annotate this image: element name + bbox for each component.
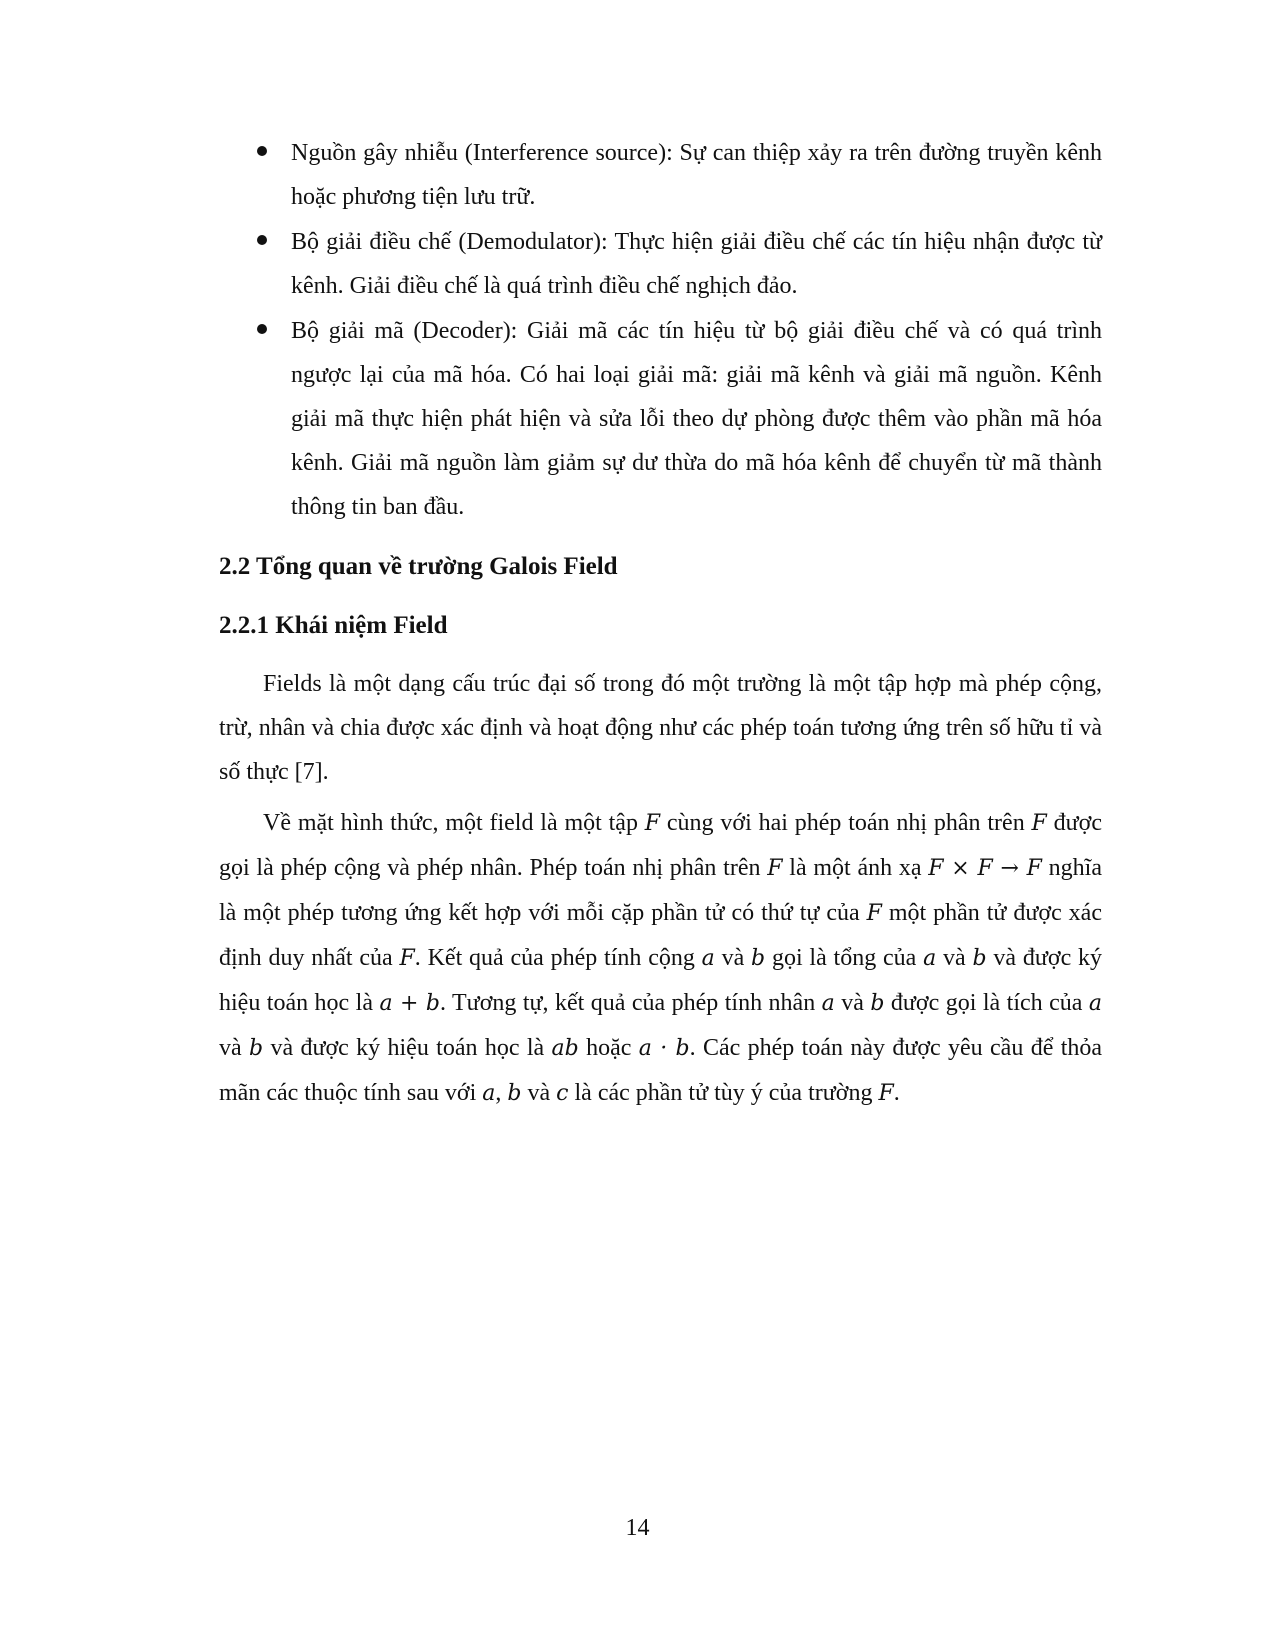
page-number: 14 bbox=[625, 1515, 650, 1541]
bullet-text: Bộ giải mã (Decoder): Giải mã các tín hiệu từ bộ giải điều chế và có quá trình ngược lại của mã hóa. Có hai loại giải mã: giải mã kênh và giải mã nguồn. Kênh giải mã thực hiện phát hiện và sửa lỗi theo dự phòng được thêm vào phần mã hóa kênh. Giải mã nguồn làm giảm sự dư thừa do mã hóa kênh để chuyển từ mã thành thông tin ban đầu. bbox=[291, 318, 1102, 520]
math-symbol: b bbox=[972, 946, 987, 971]
text-run: nghĩa là một phép tương ứng kết hợp với mỗi cặp phần tử có thứ tự của bbox=[219, 855, 1102, 926]
text-run: . Kết quả của phép tính cộng bbox=[414, 945, 702, 971]
text-run: . Tương tự, kết quả của phép tính nhân bbox=[440, 990, 822, 1016]
bullet-dot-icon bbox=[257, 324, 267, 334]
math-expression: a · b bbox=[638, 1036, 690, 1061]
math-symbol: c bbox=[556, 1081, 569, 1106]
subsection-heading: 2.2.1 Khái niệm Field bbox=[219, 612, 448, 639]
text-run: và được ký hiệu toán học là bbox=[263, 1035, 552, 1061]
math-symbol: F bbox=[1031, 811, 1047, 836]
bullet-list bbox=[219, 131, 1102, 529]
bullet-text: Bộ giải điều chế (Demodulator): Thực hiện giải điều chế các tín hiệu nhận được từ kênh. Giải điều chế là quá trình điều chế nghịch đảo. bbox=[291, 229, 1102, 299]
math-symbol: F bbox=[767, 856, 783, 881]
bullet-dot-icon bbox=[257, 146, 267, 156]
math-symbol: F bbox=[644, 811, 661, 836]
text-run: là một ánh xạ bbox=[782, 855, 929, 881]
text-run: gọi là tổng của bbox=[765, 945, 924, 971]
bullet-text: Nguồn gây nhiễu (Interference source): Sự can thiệp xảy ra trên đường truyền kênh hoặc phương tiện lưu trữ. bbox=[291, 140, 1102, 210]
math-symbol: a bbox=[923, 946, 937, 971]
text-run: và bbox=[936, 945, 973, 971]
text-run: là các phần tử tùy ý của trường bbox=[568, 1080, 879, 1106]
bullet-dot-icon bbox=[257, 235, 267, 245]
text-run: và bbox=[219, 1035, 250, 1061]
math-expression: a + b bbox=[379, 991, 440, 1016]
text-run: được gọi là tích của bbox=[884, 990, 1089, 1016]
math-symbol: a bbox=[1088, 991, 1102, 1016]
math-symbol: a bbox=[482, 1081, 496, 1106]
text-run: và bbox=[521, 1080, 557, 1106]
text-run: được gọi là phép cộng và phép nhân. Phép toán nhị phân trên bbox=[219, 810, 1103, 881]
text-run: cùng với hai phép toán nhị phân trên bbox=[660, 810, 1032, 836]
math-expression: ab bbox=[551, 1036, 579, 1061]
bullet-item-decoder bbox=[219, 309, 1102, 529]
text-run: và bbox=[714, 945, 752, 971]
text-run: và được ký hiệu toán học là bbox=[219, 945, 1103, 1016]
bullet-item-demodulator bbox=[219, 220, 1102, 308]
paragraph-fields-definition: Fields là một dạng cấu trúc đại số trong đó một trường là một tập hợp mà phép cộng, trừ, nhân và chia được xác định và hoạt động như các phép toán tương ứng trên số hữu tỉ và số thực [7]. bbox=[219, 671, 1102, 785]
math-symbol: F bbox=[866, 901, 882, 926]
text-run: và bbox=[834, 990, 871, 1016]
text-run: , bbox=[495, 1080, 508, 1106]
math-symbol: a bbox=[821, 991, 835, 1016]
math-symbol: F bbox=[399, 946, 415, 971]
section-heading: 2.2 Tổng quan về trường Galois Field bbox=[219, 553, 618, 580]
paragraph-formal-definition bbox=[219, 801, 1102, 1116]
text-run: Về mặt hình thức, một field là một tập bbox=[263, 810, 645, 836]
math-symbol: b bbox=[751, 946, 766, 971]
math-symbol: b bbox=[870, 991, 885, 1016]
math-symbol: F bbox=[878, 1081, 894, 1106]
text-run: một phần tử được xác định duy nhất của bbox=[219, 900, 1102, 971]
math-symbol: b bbox=[507, 1081, 522, 1106]
bullet-item-interference-source bbox=[219, 131, 1102, 219]
text-run: . bbox=[893, 1080, 900, 1106]
text-run: . Các phép toán này được yêu cầu để thỏa mãn các thuộc tính sau với bbox=[219, 1035, 1103, 1106]
math-symbol: a bbox=[701, 946, 715, 971]
math-expression: F × F → F bbox=[928, 856, 1042, 881]
math-symbol: b bbox=[249, 1036, 264, 1061]
text-run: hoặc bbox=[578, 1035, 639, 1061]
page-content bbox=[219, 131, 1103, 1106]
